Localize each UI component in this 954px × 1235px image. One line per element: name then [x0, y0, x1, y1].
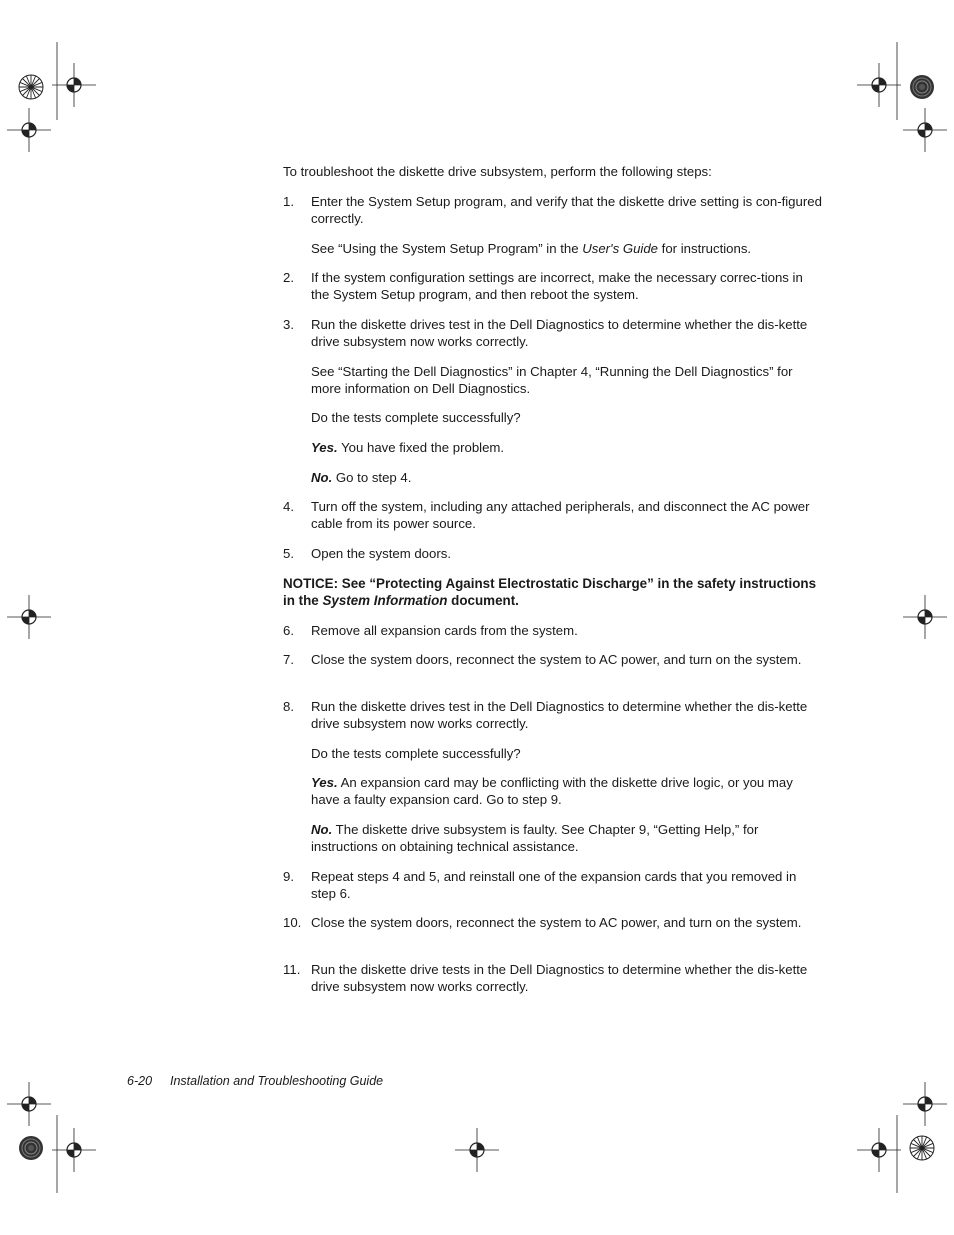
step-3-question: Do the tests complete successfully?: [311, 410, 521, 425]
notice-text: NOTICE: See “Protecting Against Electrostatic Discharge” in the safety instructions in the: [283, 576, 817, 609]
notice-text: document.: [447, 593, 519, 609]
step-text: Run the diskette drive tests in the Dell Diagnostics to determine whether the dis-kette drive subsystem now works correctly.: [311, 962, 808, 995]
note-text: for instructions.: [658, 241, 752, 256]
step-text: Run the diskette drives test in the Dell Diagnostics to determine whether the dis-kette drive subsystem now works correctly.: [311, 317, 808, 350]
book-title: User's Guide: [582, 241, 659, 256]
page-number: 6-20: [127, 1074, 153, 1088]
no-label: No.: [311, 822, 333, 837]
step-text: If the system configuration settings are incorrect, make the necessary correc-tions in the System Setup program, and then reboot the system.: [311, 270, 803, 303]
notice-book-title: System Information: [322, 593, 448, 609]
step-number: 6.: [283, 623, 294, 638]
step-text: Run the diskette drives test in the Dell Diagnostics to determine whether the dis-kette drive subsystem now works correctly.: [311, 699, 808, 732]
step-text: Close the system doors, reconnect the system to AC power, and turn on the system.: [311, 652, 802, 667]
yes-label: Yes.: [311, 775, 338, 790]
step-text: Remove all expansion cards from the system.: [311, 623, 578, 638]
yes-text: An expansion card may be conflicting with the diskette drive logic, or you may have a faulty expansion card. Go to step 9.: [311, 775, 793, 808]
step-number: 10.: [283, 915, 302, 930]
step-3-note: See “Starting the Dell Diagnostics” in Chapter 4, “Running the Dell Diagnostics” for more information on Dell Diagnostics.: [311, 364, 793, 397]
no-label: No.: [311, 470, 333, 485]
step-number: 3.: [283, 317, 294, 332]
note-text: See “Using the System Setup Program” in the: [311, 241, 583, 256]
yes-label: Yes.: [311, 440, 338, 455]
step-text: Turn off the system, including any attached peripherals, and disconnect the AC power cable from its power source.: [311, 499, 810, 532]
no-text: The diskette drive subsystem is faulty. See Chapter 9, “Getting Help,” for instructions on obtaining technical assistance.: [311, 822, 759, 855]
step-number: 8.: [283, 699, 294, 714]
step-8-question: Do the tests complete successfully?: [311, 746, 521, 761]
footer-title: Installation and Troubleshooting Guide: [170, 1074, 384, 1088]
step-number: 2.: [283, 270, 294, 285]
yes-text: You have fixed the problem.: [337, 440, 505, 455]
step-number: 9.: [283, 869, 294, 884]
step-text: Close the system doors, reconnect the system to AC power, and turn on the system.: [311, 915, 802, 930]
step-text: Enter the System Setup program, and verify that the diskette drive setting is con-figured correctly.: [311, 194, 822, 227]
step-text: Open the system doors.: [311, 546, 452, 561]
step-number: 1.: [283, 194, 294, 209]
step-number: 4.: [283, 499, 294, 514]
step-number: 11.: [283, 962, 301, 977]
step-number: 7.: [283, 652, 294, 667]
no-text: Go to step 4.: [332, 470, 412, 485]
intro-text: To troubleshoot the diskette drive subsystem, perform the following steps:: [283, 164, 712, 179]
step-number: 5.: [283, 546, 294, 561]
step-text: Repeat steps 4 and 5, and reinstall one of the expansion cards that you removed in step 6.: [311, 869, 797, 902]
